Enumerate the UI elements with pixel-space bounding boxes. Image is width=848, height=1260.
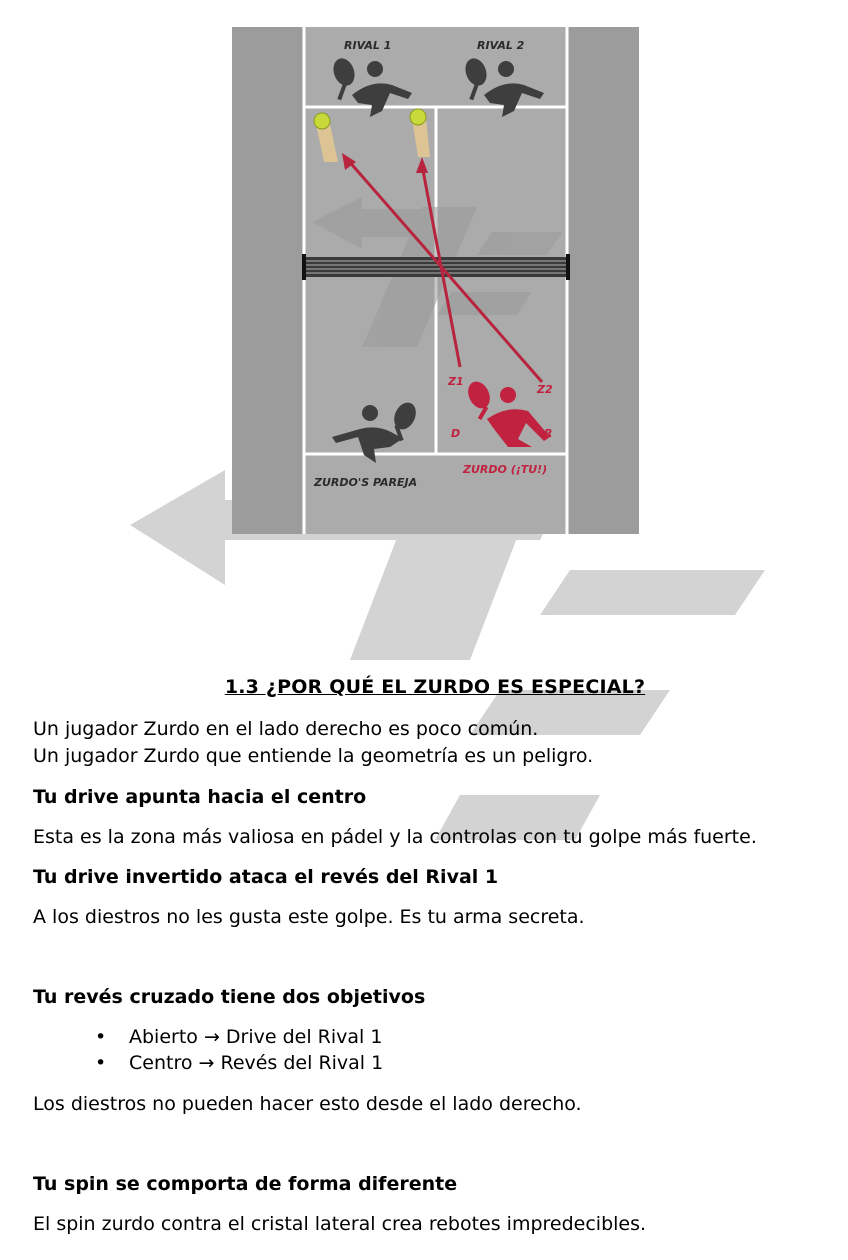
list-item — [95, 1024, 383, 1050]
padel-court-diagram — [232, 27, 639, 534]
bullet-list — [95, 1024, 383, 1076]
list-item — [95, 1050, 383, 1076]
paragraph-drive-centro: Esta es la zona más valiosa en pádel y la controlas con tu golpe más fuerte. — [33, 826, 757, 848]
watermark-bar-top — [540, 570, 765, 615]
z1-label: Z1 — [448, 375, 464, 388]
intro-line-2: Un jugador Zurdo que entiende la geometría es un peligro. — [33, 745, 594, 767]
net — [302, 254, 570, 280]
left-wall — [232, 27, 302, 534]
rival2-label: RIVAL 2 — [477, 39, 525, 52]
paragraph-drive-invertido: A los diestros no les gusta este golpe. Es tu arma secreta. — [33, 906, 585, 928]
z2-label: Z2 — [537, 383, 553, 396]
zurdo-label: ZURDO (¡TU!) — [463, 463, 548, 476]
rival1-label: RIVAL 1 — [344, 39, 392, 52]
heading-drive-centro: Tu drive apunta hacia el centro — [33, 786, 367, 808]
paragraph-reves-cruzado: Los diestros no pueden hacer esto desde el lado derecho. — [33, 1093, 582, 1115]
heading-reves-cruzado: Tu revés cruzado tiene dos objetivos — [33, 986, 426, 1008]
heading-drive-invertido: Tu drive invertido ataca el revés del Rival 1 — [33, 866, 499, 888]
heading-spin: Tu spin se comporta de forma diferente — [33, 1173, 458, 1195]
right-wall — [568, 27, 639, 534]
bullet-dot: • — [95, 1026, 107, 1048]
bullet-text: Centro → Revés del Rival 1 — [129, 1052, 384, 1074]
r-label: R — [544, 427, 553, 440]
intro-line-1: Un jugador Zurdo en el lado derecho es poco común. — [33, 718, 539, 740]
bullet-text: Abierto → Drive del Rival 1 — [129, 1026, 383, 1048]
pareja-label: ZURDO'S PAREJA — [314, 476, 418, 489]
d-label: D — [451, 427, 461, 440]
intro-paragraph — [33, 716, 593, 770]
paragraph-spin: El spin zurdo contra el cristal lateral crea rebotes impredecibles. — [33, 1213, 647, 1235]
watermark-z-stroke — [350, 530, 520, 660]
bullet-dot: • — [95, 1052, 107, 1074]
section-title: 1.3 ¿POR QUÉ EL ZURDO ES ESPECIAL? — [224, 676, 646, 698]
